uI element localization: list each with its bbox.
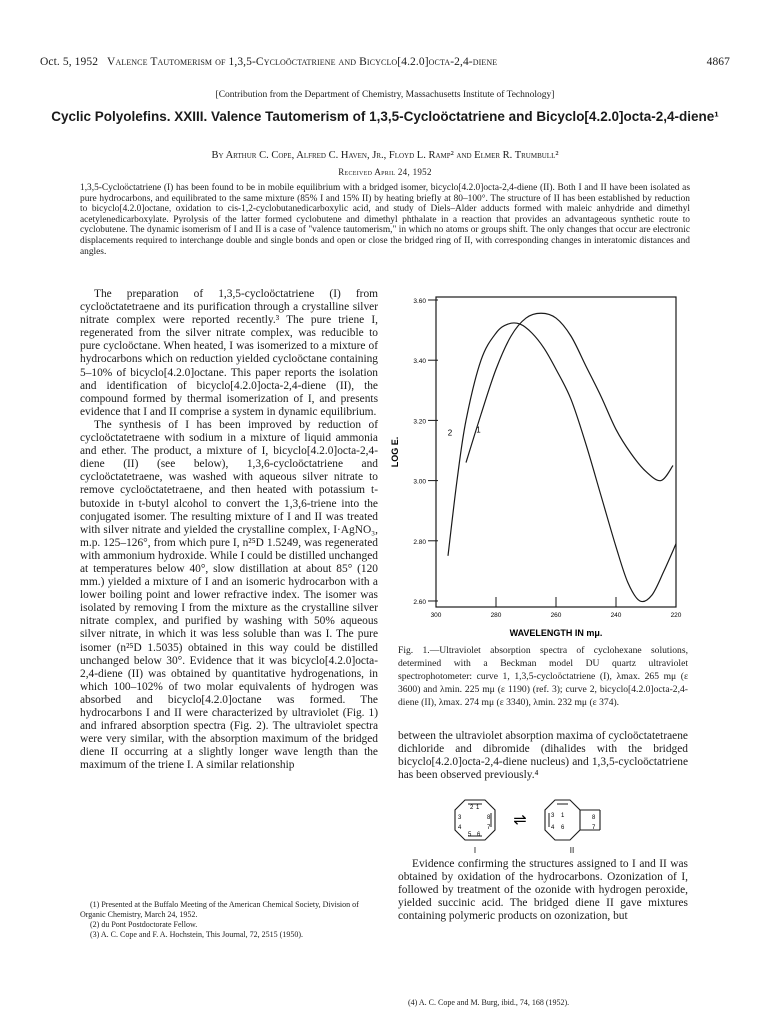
svg-text:8: 8: [592, 815, 596, 821]
header-running-title: Valence Tautomerism of 1,3,5-Cycloöctatriene and Bicyclo[4.2.0]octa-2,4-diene: [107, 56, 498, 68]
article-title: Cyclic Polyolefins. XXIII. Valence Tautomerism of 1,3,5-Cycloöctatriene and Bicyclo[4.2.0]octa-2,4-diene¹: [51, 109, 719, 124]
footnote: (2) du Pont Postdoctorate Fellow.: [90, 920, 198, 929]
body-right-column-bottom: [398, 858, 688, 923]
bicyclooctadiene-structure: [545, 800, 600, 840]
y-tick-label: 2.60: [413, 598, 426, 606]
svg-text:7: 7: [487, 825, 491, 831]
structure-diagram: [440, 795, 620, 855]
plot-frame: [436, 297, 676, 607]
figure-caption: Fig. 1.—Ultraviolet absorption spectra of cyclohexane solutions, determined with a Beckman model DU quartz ultraviolet spectrophotometer: curve 1, 1,3,5-cycloöctatriene (I), λmax. 265 mμ (ε 3600) and λmin. 225 mμ (ε 1190) (ref. 3); curve 2, bicyclo[4.2.0]octa-2,4-diene (II), λmax. 274 mμ (ε 3340), λmin. 232 mμ (ε 374).: [398, 645, 688, 708]
x-tick-label: 240: [610, 612, 622, 619]
structure-label-I: I: [473, 846, 477, 855]
x-tick-label: 300: [430, 612, 442, 619]
footnote: (4) A. C. Cope and M. Burg, ibid., 74, 168 (1952).: [408, 998, 570, 1007]
y-tick-label: 3.40: [413, 358, 426, 366]
curve-2: [448, 323, 676, 602]
structure-label-II: II: [569, 846, 575, 855]
contribution-line: [Contribution from the Department of Chemistry, Massachusetts Institute of Technology]: [215, 90, 555, 100]
x-axis-ticks: [431, 597, 682, 619]
svg-text:5: 5: [468, 832, 472, 838]
x-tick-label: 220: [670, 612, 682, 619]
footnotes-left: [80, 900, 378, 940]
uv-spectrum-chart: [386, 285, 696, 640]
authors: By Arthur C. Cope, Alfred C. Haven, Jr., Floyd L. Ramp² and Elmer R. Trumbull²: [211, 150, 559, 161]
svg-text:6: 6: [477, 832, 481, 838]
footnote: (1) Presented at the Buffalo Meeting of the American Chemical Society, Division of Organic Chemistry, March 24, 1952.: [80, 900, 359, 919]
body-left-column: [80, 288, 378, 772]
svg-text:3: 3: [458, 815, 462, 821]
header-date: Oct. 5, 1952: [40, 56, 99, 68]
curves: [448, 313, 676, 601]
svg-text:4: 4: [551, 825, 555, 831]
x-tick-label: 260: [550, 612, 562, 619]
abstract: 1,3,5-Cycloöctatriene (I) has been found to be in mobile equilibrium with a bridged isomer, bicyclo[4.2.0]octa-2,4-diene (II). Both I and II have been isolated as pure hydrocarbons, and equilibrated to the same mixture (85% I and 15% II) by heating briefly at 80–100°. The structure of II has been established by reduction to bicyclo[4.2.0]octane, oxidation to cis-1,2-cyclobutanedicarboxylic acid, and study of Diels–Alder adducts formed with maleic anhydride and dimethyl acetylenedicarboxylate. Pyrolysis of the latter formed cyclobutene and dimethyl phthalate in a reaction that provides an advantageous synthetic route to cyclobutene. The dynamic isomerism of I and II is a case of "valence tautomerism," in which no atoms or groups shift. The only changes that occur are electronic displacements required to interchange double and single bonds and open or close the bridged ring of II, with corresponding changes in interatomic distances and angles.: [80, 183, 690, 257]
running-head: [40, 56, 730, 68]
equilibrium-arrow: ⇌: [513, 812, 527, 829]
svg-text:3: 3: [551, 813, 555, 819]
svg-text:8: 8: [487, 815, 491, 821]
svg-text:1: 1: [476, 805, 480, 811]
body-right-column-top: [398, 730, 688, 782]
svg-text:7: 7: [592, 825, 596, 831]
curve-label: 1: [476, 425, 481, 435]
curve-label: 2: [447, 428, 453, 438]
x-tick-label: 280: [490, 612, 502, 619]
cyclooctatriene-structure: [455, 800, 495, 840]
paragraph: between the ultraviolet absorption maxima of cycloöctatetraene dichloride and dibromide (dihalides with the bridged bicyclo[4.2.0]octa-2,4-diene nucleus) and 1,3,5-cycloöctatriene has been observed previously.⁴: [398, 730, 688, 782]
y-tick-label: 3.00: [413, 478, 426, 486]
received-date: Received April 24, 1952: [338, 167, 432, 177]
y-tick-label: 3.60: [413, 298, 426, 306]
y-axis-label: LOG E.: [390, 436, 400, 468]
y-axis-ticks: [413, 298, 438, 606]
paragraph: The preparation of 1,3,5-cycloöctatriene (I) from cycloöctatetraene and its purification through a crystalline silver nitrate complex were reported recently.³ The pure triene I, regenerated from the silver nitrate complex, was reducible to pure cycloöctane. When heated, I was isomerized to a mixture of hydrocarbons which on reduction yielded cycloöctane containing 5–10% of bicyclo[4.2.0]octane. This paper reports the isolation and identification of bicyclo[4.2.0]octa-2,4-diene (II), the compound formed by thermal isomerization of I, and presents evidence that I and II comprise a system in dynamic equilibrium.: [80, 288, 378, 418]
page-number: 4867: [706, 56, 730, 68]
y-tick-label: 3.20: [413, 418, 426, 426]
paragraph: The synthesis of I has been improved by reduction of cycloöctatetraene with sodium in a mixture of liquid ammonia and ether. The product, a mixture of I, bicyclo[4.2.0]octa-2,4-diene (II) (see below), 1,3,6-cycloöctatriene and cycloöctatetraene, was washed with aqueous silver nitrate to remove cycloöctatetraene, and then heated with potassium t-butoxide in t-butyl alcohol to convert the 1,3,6-triene into the conjugated isomer. The resulting mixture of I and II was treated with silver nitrate and yielded the crystalline complex, I·AgNO₃, m.p. 125–126°, from which pure I, n²⁵D 1.5249, was regenerated with ammonium hydroxide. While I could be distilled unchanged at temperatures below 40°, slow distillation at about 85° (120 mm.) yielded a mixture of I and an isomeric hydrocarbon with a lower boiling point and lower refractive index. The isomer was isolated by removing I from the mixture as the crystalline silver nitrate complex, and purified by washing with 50% aqueous silver nitrate, in which it was less soluble than was I. The pure isomer (n²⁵D 1.5035) obtained in this way could be distilled unchanged below 30°. Evidence that it was bicyclo[4.2.0]octa-2,4-diene (II) was obtained by quantitative hydrogenations, in which 100–102% of two molar equivalents of hydrogen was absorbed and bicyclo[4.2.0]octane was formed. The hydrocarbons I and II were characterized by ultraviolet (Fig. 1) and infrared absorption spectra (Fig. 2). The ultraviolet spectra were very similar, with the absorption maximum of the bridged diene II occurring at a slightly longer wave length than the maximum of the triene I. A similar relationship: [80, 418, 378, 772]
x-axis-label: WAVELENGTH IN mμ.: [509, 628, 603, 638]
svg-text:1: 1: [561, 813, 565, 819]
paragraph: Evidence confirming the structures assigned to I and II was obtained by oxidation of the hydrocarbons. Ozonization of I, followed by treatment of the ozonide with hydrogen peroxide, yielded succinic acid. The bridged diene II gave mixtures containing polymeric products on ozonization, but: [398, 858, 688, 923]
svg-text:6: 6: [561, 825, 565, 831]
y-tick-label: 2.80: [413, 538, 426, 546]
footnote: (3) A. C. Cope and F. A. Hochstein, This Journal, 72, 2515 (1950).: [90, 930, 303, 939]
svg-text:4: 4: [458, 825, 462, 831]
svg-text:2: 2: [470, 805, 474, 811]
